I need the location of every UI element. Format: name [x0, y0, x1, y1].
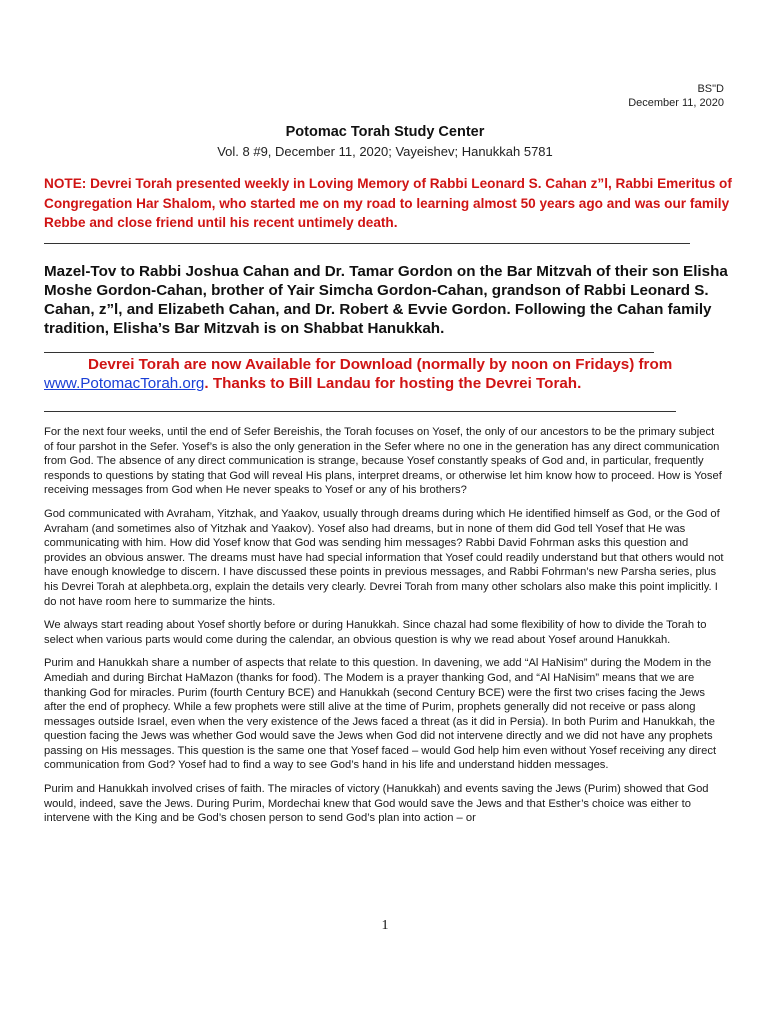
divider-line: [44, 243, 690, 244]
download-notice: [44, 355, 734, 393]
body-paragraph: God communicated with Avraham, Yitzhak, and Yaakov, usually through dreams during which He identified himself as God, or the God of Avraham (and sometimes also of Yitzhak and Yaakov). Yosef also had dreams, but in none of them did God tell Yosef that He was communicating with him. How did Yosef know that God was sending him messages? Rabbi David Fohrman asks this question and provides an obvious answer. The dreams must have had special information that Yosef could readily understand but that others would not have enough knowledge to discern. I have discussed these points in previous messages, and Rabbi Fohrman’s new Parsha series, plus his Devrei Torah at alephbeta.org, explain the details very clearly. Devrei Torah from many other scholars also make this point implicitly. I do not have room here to summarize the hints.: [44, 507, 724, 608]
memorial-note: NOTE: Devrei Torah presented weekly in Loving Memory of Rabbi Leonard S. Cahan z”l, Rabbi Emeritus of Congregation Har Shalom, who started me on my road to learning almost 50 years ago and was our family Rebbe and close friend until his recent untimely death.: [44, 176, 732, 230]
download-thanks: . Thanks to Bill Landau for hosting the Devrei Torah.: [204, 375, 582, 392]
bsd-label: BS"D: [697, 83, 724, 95]
document-subtitle: Vol. 8 #9, December 11, 2020; Vayeishev; Hanukkah 5781: [217, 144, 553, 159]
body-paragraph: We always start reading about Yosef shortly before or during Hanukkah. Since chazal had some flexibility of how to divide the Torah to select when various parts would come during the calendar, an obvious question is why we read about Yosef around Hanukkah.: [44, 619, 707, 646]
potomac-torah-link[interactable]: www.PotomacTorah.org: [44, 375, 205, 392]
article-body: [44, 425, 724, 835]
body-paragraph: For the next four weeks, until the end of Sefer Bereishis, the Torah focuses on Yosef, the only of our ancestors to be the primary subject of four parshot in the Sefer. Yosef’s is also the only generation in the Sefer where no one in the generation has any direct communication from God. The absence of any direct communication is strange, because Yosef constantly speaks of God and, in particular, frequently responds to questions by stating that God will reveal His plans, interpret dreams, or otherwise let him know how to proceed. How is Yosef receiving messages from God when He never speaks to Yosef or any of his brothers?: [44, 426, 722, 497]
body-paragraph: Purim and Hanukkah involved crises of faith. The miracles of victory (Hanukkah) and events saving the Jews (Purim) showed that God would, indeed, save the Jews. During Purim, Mordechai knew that God would save the Jews and that Esther’s choice was either to intervene with the King and be God’s chosen person to send God’s plan into action – or: [44, 783, 709, 825]
page-number: 1: [381, 918, 389, 933]
body-paragraph: Purim and Hanukkah share a number of aspects that relate to this question. In davening, we add “Al HaNisim” during the Modem in the Amediah and during Birchat HaMazon (thanks for food). The Modem is a prayer thanking God, and “Al HaNisim” means that we are thanking God for miracles. Purim (fourth Century BCE) and Hanukkah (second Century BCE) were the first two crises facing the Jews after the end of prophecy. While a few prophets were still alive at the time of Purim, prophets generally did not receive or pass along messages outside Israel, even when the very existence of the Jews faced a threat (as it did in Persia). In both Purim and Hanukkah, the question facing the Jews was whether God would save the Jews when God did not intervene directly and we did not have any prophets passing on His messages. This question is the same one that Yosef faced – would God help him even without Yosef receiving any direct communication from God? Yosef had to find a way to see God’s hand in his life and understand hidden messages.: [44, 657, 717, 772]
header-date: December 11, 2020: [628, 97, 724, 109]
mazel-tov-announcement: Mazel-Tov to Rabbi Joshua Cahan and Dr. Tamar Gordon on the Bar Mitzvah of their son Elisha Moshe Gordon-Cahan, brother of Yair Simcha Gordon-Cahan, grandson of Rabbi Leonard S. Cahan, z”l, and Elizabeth Cahan, and Dr. Robert & Evvie Gordon. Following the Cahan family tradition, Elisha’s Bar Mitzvah is on Shabbat Hanukkah.: [44, 263, 728, 337]
divider-line: [44, 411, 676, 412]
header-block: [628, 82, 724, 110]
divider-line: [44, 352, 654, 353]
document-title: Potomac Torah Study Center: [285, 124, 485, 140]
download-text: Devrei Torah are now Available for Download (normally by noon on Fridays) from: [88, 356, 673, 373]
